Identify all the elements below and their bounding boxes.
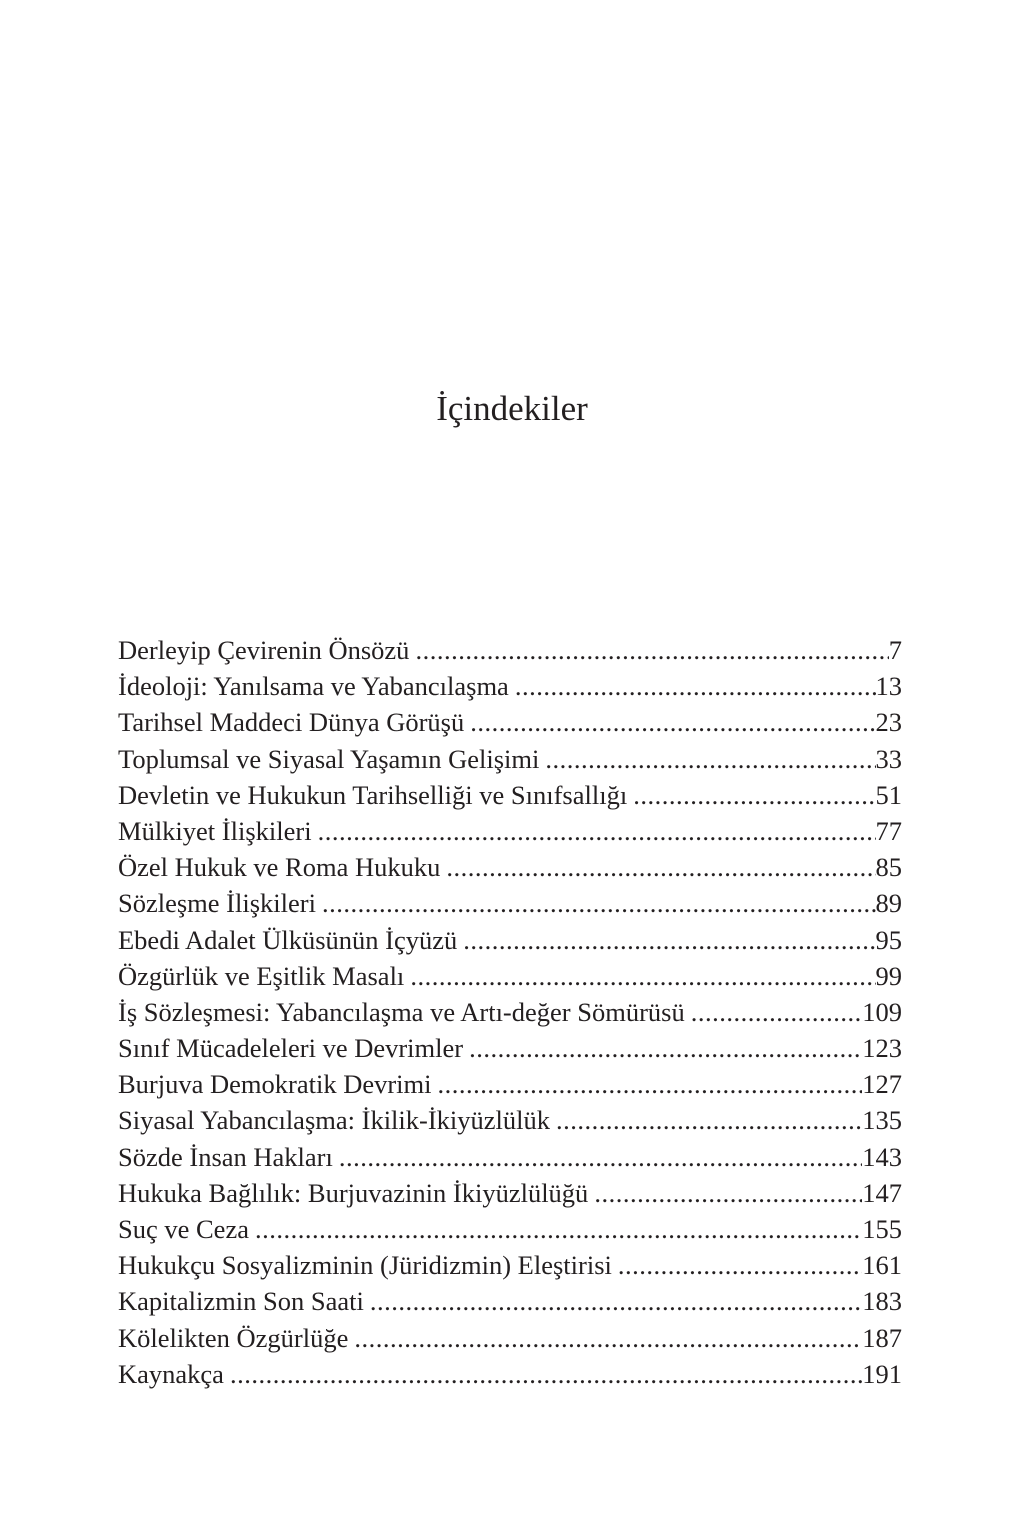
toc-entry-title: Burjuva Demokratik Devrimi — [118, 1069, 432, 1100]
toc-entry-page: 33 — [875, 743, 902, 774]
toc-entry-page: 99 — [875, 960, 902, 991]
toc-leader-dots — [545, 741, 875, 777]
toc-entry-title: Özel Hukuk ve Roma Hukuku — [118, 852, 441, 883]
toc-entry-page: 135 — [862, 1105, 902, 1136]
toc-entry-title: Sözde İnsan Hakları — [118, 1141, 333, 1172]
toc-leader-dots — [415, 632, 888, 668]
toc-entry — [118, 1175, 902, 1211]
toc-leader-dots — [618, 1247, 862, 1283]
toc-entry-title: Sınıf Mücadeleleri ve Devrimler — [118, 1033, 464, 1064]
toc-entry — [118, 813, 902, 849]
toc-entry-page: 187 — [862, 1322, 902, 1353]
toc-entry-title: Kapitalizmin Son Saati — [118, 1286, 364, 1317]
toc-entry — [118, 668, 902, 704]
toc-entry-page: 147 — [862, 1177, 902, 1208]
table-of-contents — [118, 632, 902, 1392]
toc-entry — [118, 1139, 902, 1175]
toc-entry-title: Kölelikten Özgürlüğe — [118, 1322, 349, 1353]
toc-entry — [118, 704, 902, 740]
toc-leader-dots — [515, 668, 876, 704]
toc-entry — [118, 1102, 902, 1138]
toc-entry — [118, 922, 902, 958]
toc-leader-dots — [354, 1320, 862, 1356]
toc-entry-title: Suç ve Ceza — [118, 1214, 249, 1244]
toc-entry-title: Tarihsel Maddeci Dünya Görüşü — [118, 707, 465, 738]
toc-entry-title: Özgürlük ve Eşitlik Masalı — [118, 960, 405, 991]
toc-leader-dots — [470, 704, 875, 740]
toc-entry-page: 51 — [875, 779, 902, 810]
toc-entry — [118, 958, 902, 994]
page-title: İçindekiler — [436, 389, 588, 428]
toc-entry-title: Hukuka Bağlılık: Burjuvazinin İkiyüzlülüğü — [118, 1177, 589, 1208]
toc-entry-page: 95 — [875, 924, 902, 955]
toc-entry-page: 89 — [875, 888, 902, 919]
toc-entry-page: 123 — [862, 1033, 902, 1064]
toc-leader-dots — [633, 777, 875, 813]
toc-entry-page: 155 — [862, 1214, 902, 1244]
toc-entry — [118, 1030, 902, 1066]
toc-leader-dots — [438, 1066, 863, 1102]
toc-entry-title: Mülkiyet İlişkileri — [118, 815, 312, 846]
toc-entry-page: 183 — [862, 1286, 902, 1317]
toc-entry — [118, 1283, 902, 1319]
toc-entry — [118, 1247, 902, 1283]
toc-entry-page: 7 — [888, 635, 902, 665]
toc-entry — [118, 1066, 902, 1102]
toc-leader-dots — [410, 958, 875, 994]
toc-entry — [118, 1320, 902, 1356]
toc-entry-page: 191 — [862, 1358, 902, 1389]
toc-leader-dots — [463, 922, 875, 958]
toc-entry-title: İdeoloji: Yanılsama ve Yabancılaşma — [118, 671, 509, 702]
toc-entry — [118, 994, 902, 1030]
toc-entry-page: 77 — [875, 815, 902, 846]
toc-leader-dots — [556, 1102, 862, 1138]
toc-entry-title: Derleyip Çevirenin Önsözü — [118, 635, 410, 665]
toc-leader-dots — [446, 849, 875, 885]
toc-leader-dots — [339, 1139, 862, 1175]
toc-entry-title: Devletin ve Hukukun Tarihselliği ve Sınıfsallığı — [118, 779, 628, 810]
toc-leader-dots — [230, 1356, 862, 1392]
toc-entry-title: Hukukçu Sosyalizminin (Jüridizmin) Eleştirisi — [118, 1250, 612, 1281]
toc-entry-title: Ebedi Adalet Ülküsünün İçyüzü — [118, 924, 458, 955]
toc-leader-dots — [594, 1175, 862, 1211]
toc-entry-title: Toplumsal ve Siyasal Yaşamın Gelişimi — [118, 743, 540, 774]
toc-entry-page: 23 — [875, 707, 902, 738]
toc-entry-title: Siyasal Yabancılaşma: İkilik-İkiyüzlülük — [118, 1105, 551, 1136]
toc-entry-page: 127 — [862, 1069, 902, 1100]
toc-entry — [118, 885, 902, 921]
toc-entry-page: 13 — [875, 671, 902, 702]
toc-entry-title: Kaynakça — [118, 1358, 224, 1389]
toc-entry — [118, 849, 902, 885]
toc-entry — [118, 632, 902, 668]
toc-entry — [118, 777, 902, 813]
toc-entry-page: 85 — [875, 852, 902, 883]
toc-leader-dots — [322, 885, 876, 921]
toc-entry — [118, 1356, 902, 1392]
toc-leader-dots — [370, 1283, 862, 1319]
toc-entry-page: 143 — [862, 1141, 902, 1172]
toc-entry — [118, 741, 902, 777]
toc-entry — [118, 1211, 902, 1247]
toc-entry-page: 161 — [862, 1250, 902, 1281]
toc-leader-dots — [318, 813, 876, 849]
toc-leader-dots — [691, 994, 863, 1030]
toc-leader-dots — [469, 1030, 862, 1066]
toc-leader-dots — [255, 1211, 862, 1247]
toc-entry-title: İş Sözleşmesi: Yabancılaşma ve Artı-değer Sömürüsü — [118, 996, 685, 1027]
toc-entry-page: 109 — [862, 996, 902, 1027]
toc-entry-title: Sözleşme İlişkileri — [118, 888, 316, 919]
